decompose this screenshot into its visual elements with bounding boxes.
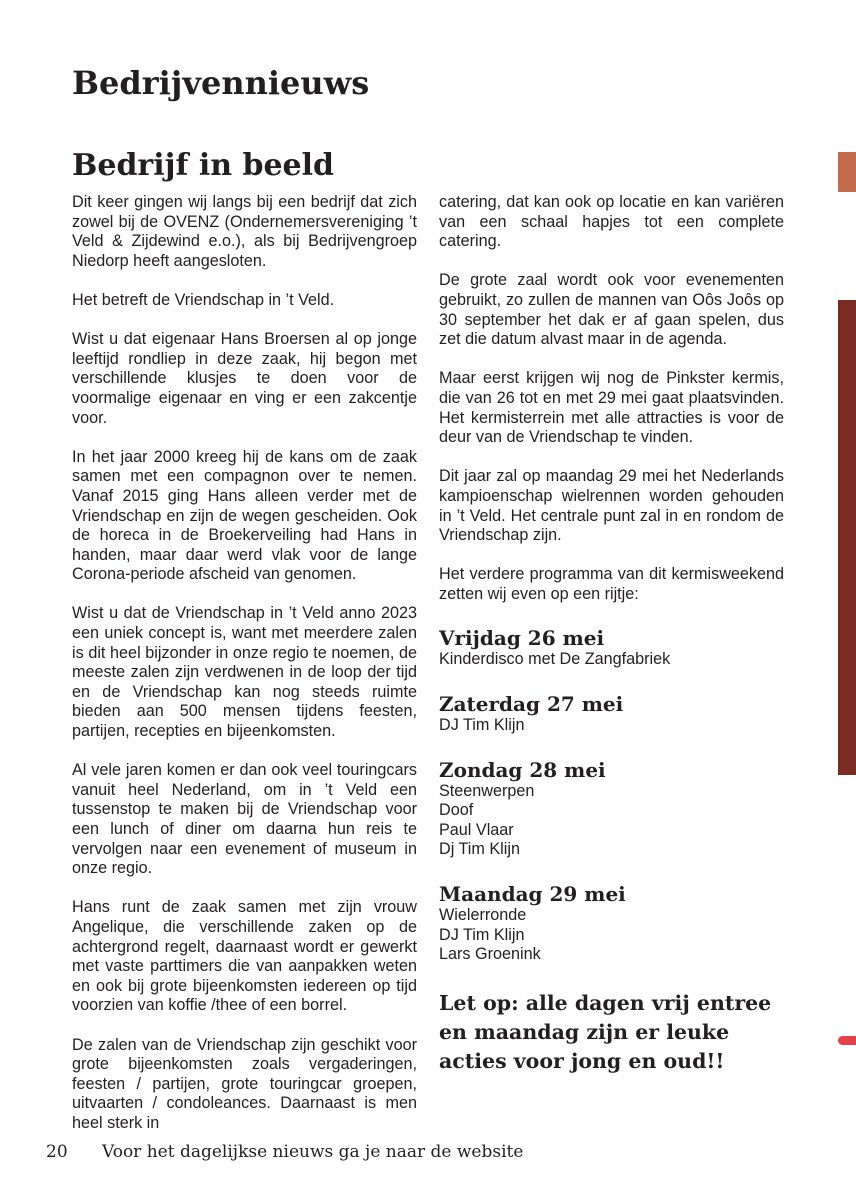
left-column: [72, 193, 417, 1153]
paragraph: Hans runt de zaak samen met zijn vrouw Angelique, die verschillende zaken op de achtergrond regelt, daarnaast wordt er gewerkt met vaste parttimers die van aanpakken weten en ook bij grote bijeenkomsten iedereen op tijd voorzien van koffie /thee of een borrel.: [72, 898, 417, 1015]
paragraph: De zalen van de Vriendschap zijn geschikt voor grote bijeenkomsten zoals vergaderingen, feesten / partijen, grote touringcar groepen, uitvaarten / condoleances. Daarnaast is men heel sterk in: [72, 1035, 417, 1132]
footer-text: Voor het dagelijkse nieuws ga je naar de website: [102, 1142, 524, 1162]
paragraph: Wist u dat eigenaar Hans Broersen al op jonge leeftijd rondliep in deze zaak, hij begon met verschillende klusjes te doen voor de voormalige eigenaar en ving er een zakcentje voor.: [72, 330, 417, 427]
program-item: Paul Vlaar: [439, 820, 514, 839]
program-item: Steenwerpen: [439, 781, 535, 800]
program-day-title: Maandag 29 mei: [439, 882, 626, 907]
section-title: Bedrijvennieuws: [72, 64, 370, 102]
adjacent-page-photo-edge: [838, 152, 856, 192]
right-column: [439, 193, 784, 1076]
paragraph: De grote zaal wordt ook voor evenementen gebruikt, zo zullen de mannen van Oôs Joôs op 30 september het dak er af gaan spelen, dus zet die datum alvast maar in de agenda.: [439, 271, 784, 349]
paragraph: In het jaar 2000 kreeg hij de kans om de zaak samen met een compagnon over te nemen. Vanaf 2015 ging Hans alleen verder met de Vriendschap en zijn de wegen gescheiden. Ook de horeca in de Broekerveiling had Hans in handen, maar daar werd vlak voor de lange Corona-periode afscheid van genomen.: [72, 447, 417, 584]
program-item: Wielerronde: [439, 906, 527, 925]
program-day: [439, 758, 784, 860]
paragraph: Wist u dat de Vriendschap in ’t Veld anno 2023 een uniek concept is, want met meerdere zalen is dit heel bijzonder in onze regio te noemen, de meeste zalen zijn verdwenen in de loop der tijd en de Vriendschap kan nog steeds ruimte bieden aan 500 mensen tijdens feesten, partijen, recepties en bijeenkomsten.: [72, 604, 417, 741]
program-item: DJ Tim Klijn: [439, 716, 525, 735]
paragraph: Maar eerst krijgen wij nog de Pinkster kermis, die van 26 tot en met 29 mei gaat plaatsvinden. Het kermisterrein met alle attracties is voor de deur van de Vriendschap te vinden.: [439, 369, 784, 447]
program-item: Lars Groenink: [439, 945, 541, 964]
program-item: DJ Tim Klijn: [439, 925, 525, 944]
paragraph: Dit jaar zal op maandag 29 mei het Nederlands kampioenschap wielrennen worden gehouden in ’t Veld. Het centrale punt zal in en rondom de Vriendschap zijn.: [439, 467, 784, 545]
page-tab-marker: [838, 1036, 856, 1045]
paragraph: Al vele jaren komen er dan ook veel touringcars vanuit heel Nederland, om in ’t Veld een tussenstop te maken bij de Vriendschap voor een lunch of diner om daarna hun reis te vervolgen naar een evenement of museum in onze regio.: [72, 761, 417, 878]
paragraph: Het betreft de Vriendschap in ’t Veld.: [72, 290, 335, 309]
paragraph: catering, dat kan ook op locatie en kan variëren van een schaal hapjes tot een complete catering.: [439, 193, 784, 251]
program-day-title: Zondag 28 mei: [439, 757, 606, 782]
program-day-title: Zaterdag 27 mei: [439, 692, 624, 717]
program-day: [439, 626, 784, 670]
article-title: Bedrijf in beeld: [72, 148, 335, 183]
program-day: [439, 692, 784, 736]
program-day-title: Vrijdag 26 mei: [439, 626, 605, 651]
program-item: Kinderdisco met De Zangfabriek: [439, 650, 671, 669]
notice-text: Let op: alle dagen vrij entree en maandag zijn er leuke acties voor jong en oud!!: [439, 990, 772, 1073]
page-number: 20: [46, 1142, 68, 1162]
program-item: Dj Tim Klijn: [439, 840, 520, 859]
program-item: Doof: [439, 801, 474, 820]
paragraph: Het verdere programma van dit kermisweekend zetten wij even op een rijtje:: [439, 565, 784, 603]
adjacent-page-photo-strip: [838, 300, 856, 775]
paragraph: Dit keer gingen wij langs bij een bedrijf dat zich zowel bij de OVENZ (Ondernemersvereniging ’t Veld & Zijdewind e.o.), als bij Bedrijvengroep Niedorp heeft aangesloten.: [72, 193, 417, 270]
page-footer: [46, 1142, 523, 1162]
program-day: [439, 882, 784, 965]
